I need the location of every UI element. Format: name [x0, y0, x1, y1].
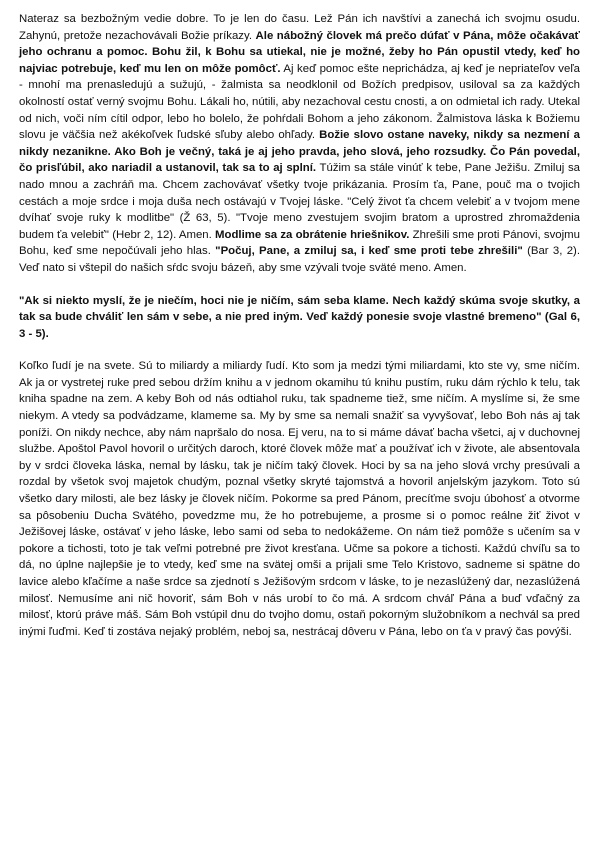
paragraph-intro — [19, 11, 580, 277]
bold-run: "Počuj, Pane, a zmiluj sa, i keď sme proti tebe zhrešili" — [215, 245, 523, 258]
text-run: Zhrešili sme proti Pánovi, svojmu Bohu, keď sme nepočúvali jeho hlas. — [19, 228, 580, 258]
quote-text: "Ak si niekto myslí, že je niečím, hoci nie je ničím, sám seba klame. Nech každý skúma svoje skutky, a tak sa bude chváliť len sám v sebe, a nie pred iným. Veď každý ponesie svoje vlastné bremeno" (Gal 6, 3 - 5). — [19, 294, 580, 340]
bold-run: Božie slovo ostane naveky, nikdy sa nezmení a nikdy nezanikne. Ako Boh je večný, taká je aj jeho pravda, jeho slová, jeho rozsudky. Čo Pán povedal, čo prisľúbil, ako nariadil a ustanovil, tak sa to aj splní. — [19, 129, 580, 175]
text-run: Túžim sa stále vinúť k tebe, Pane Ježišu. Zmiluj sa nado mnou a zachráň ma. Chcem zachovávať všetky tvoje prikázania. Prosím ťa, Pane, pouč ma o tvojich cestách a moje srdce i moja duša nech ostávajú v Tvojej láske. "Celý život ťa chcem velebiť a v tvojom mene dvíhať svoje ruky k modlitbe" (Ž 63, 5). "Tvoje meno zvestujem svojim bratom a uprostred zhromaždenia budem ťa velebiť" (Hebr 2, 12). Amen. — [19, 162, 580, 241]
scripture-quote — [19, 293, 580, 343]
text-run: Aj keď pomoc ešte neprichádza, aj keď je nepriateľov veľa - mnohí ma prenasledujú a sužujú, - žalmista sa neodklonil od Božích predpisov, usiloval sa za každých okolností ostať verný svojmu Bohu. Lákali ho, nútili, aby nezachoval cestu cnosti, a on odmietal ich rady. Utekal od nich, voči ním cítil odpor, lebo ho bolelo, že pohŕdali Bohom a jeho zákonom. Žalmistova láska k Božiemu slovu je väčšia než akékoľvek ľudské sľuby alebo ohľady. — [19, 62, 580, 142]
bold-run: Modlime sa za obrátenie hriešnikov. — [215, 228, 410, 241]
paragraph-spacer — [19, 277, 580, 293]
text-run: Nateraz sa bezbožným vedie dobre. To je len do času. Lež Pán ich navštívi a zanechá ich svojmu osudu. Zahynú, pretože nezachovávali Božie príkazy. — [19, 13, 580, 42]
paragraph-spacer — [19, 342, 580, 358]
text-run: (Bar 3, 2). Veď nato si vštepil do našich sŕdc svoju bázeň, aby sme vzývali tvoje sväté meno. Amen. — [19, 245, 580, 274]
paragraph-reflection: Koľko ľudí je na svete. Sú to miliardy a miliardy ľudí. Kto som ja medzi tými miliardami, kto ste vy, sme ničím. Ak ja or vystretej ruke pred sebou držím knihu a v jednom okamihu tú knihu pustím, ruku dám rýchlo k telu, tak kniha spadne na zem. A keby Boh od nás odtiahol ruku, tak spadneme tiež, sme ničím. A myslíme si, že sme niekym. A vtedy sa podvádzame, klameme sa. My by sme sa nemali snažiť sa vyvyšovať, lebo Boh nás aj tak poníži. On nikdy nechce, aby nám napršalo do nosa. Ej veru, na to si máme dávať bacha všetci, aj v duchovnej službe. Apoštol Pavol hovoril o určitých daroch, ktoré človek môže mať a používať ich v živote, ale absentovala by v srdci človeka láska, nemal by lásku, tak je ničím taký človek. Hoci by sa na jeho slová vrchy presúvali a rozdal by všetok svoj majetok chudým, poznal všetky skryté tajomstvá a hovoril anjelským jazykom. Toto sú všetko dary milosti, ale bez lásky je človek ničím. Pokorme sa pred Pánom, precíťme svoju úbohosť a otvorme sa pôsobeniu Ducha Svätého, povedzme mu, že ho potrebujeme, a prosme si o pomoc reálne žiť život v Ježišovej láske, ostávať v jeho láske, lebo sami od seba to nedokážeme. On nám tiež pomôže s učením sa v pokore a tichosti, toto je tak veľmi potrebné pre život kresťana. Učme sa pokore a tichosti. Každú chvíľu sa to dá, no úplne najlepšie je to vtedy, keď sme na svätej omši a prijali sme Telo Kristovo, sadneme si spätne do lavice alebo kľačíme a naše srdce sa zjednotí s Ježišovým srdcom v láske, to je nezaslúžený dar, nezaslúžená milosť. Nemusíme ani nič hovoriť, sám Boh v nás urobí to čo má. A srdcom chváľ Pána a buď vďačný za milosť, ktorú práve máš. Sám Boh vstúpil dnu do tvojho domu, ostaň pokorným služobníkom a nechvál sa pred inými ľuďmi. Keď ti zostáva nejaký problém, neboj sa, nestrácaj dôveru v Pána, lebo on ťa v pravý čas povýši. — [19, 360, 580, 638]
bold-run: Ale nábožný človek má prečo dúfať v Pána, môže očakávať jeho ochranu a pomoc. Bohu žil, k Bohu sa utiekal, nie je možné, žeby ho Pán opustil vtedy, keď ho najviac potrebuje, keď mu len on môže pomôcť. — [19, 29, 580, 75]
